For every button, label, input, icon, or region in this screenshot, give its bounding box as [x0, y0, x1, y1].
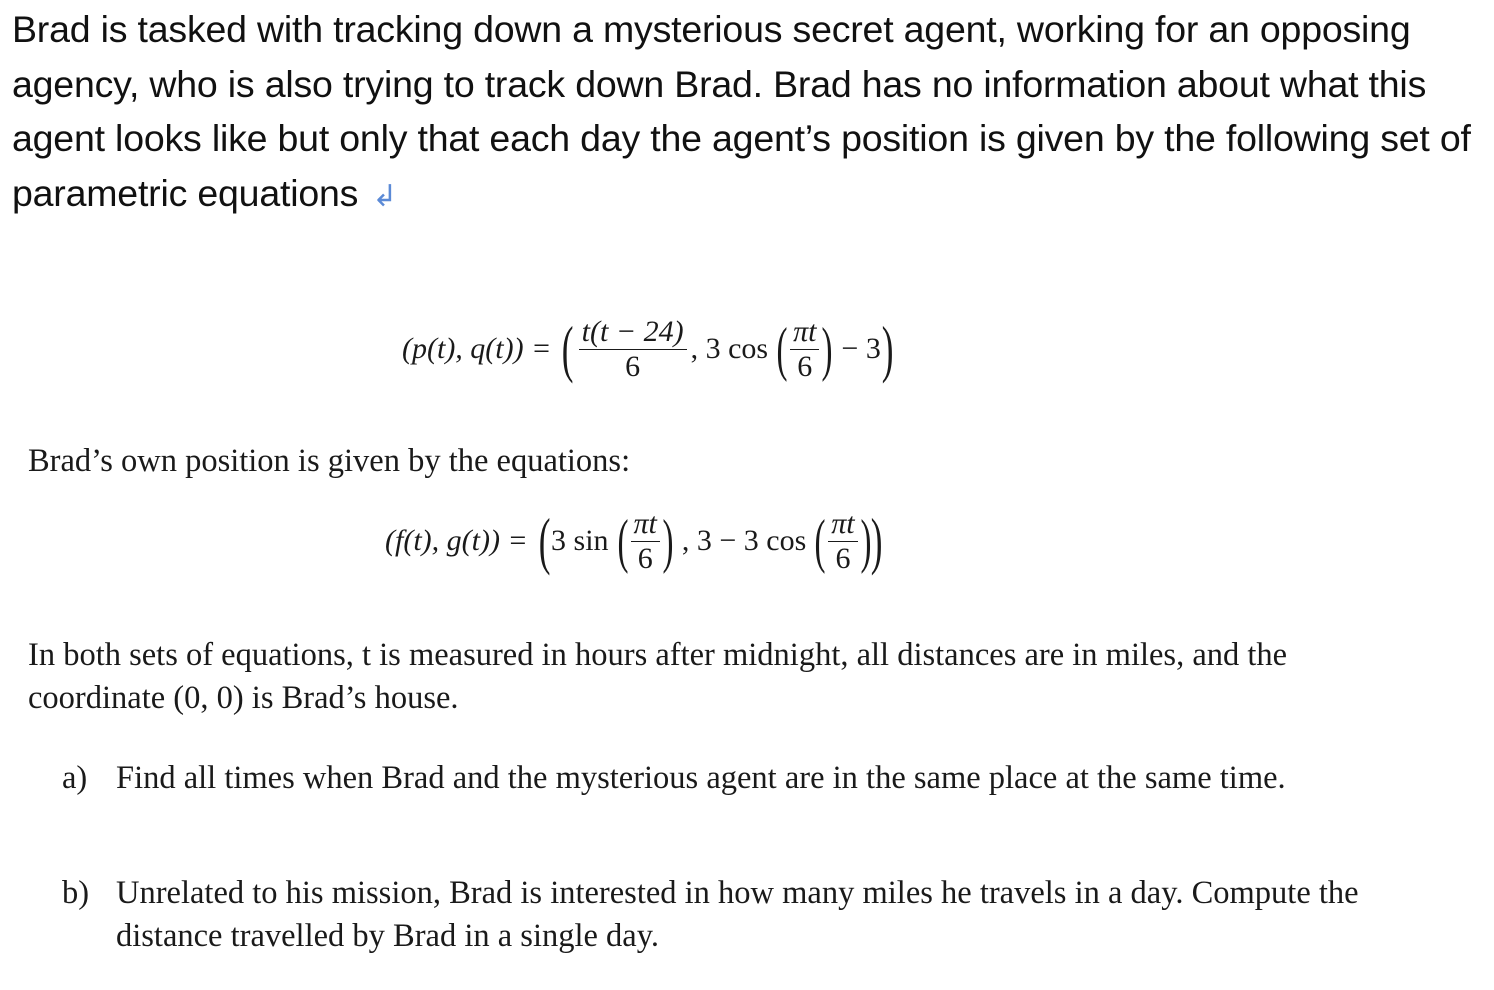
brad-equation-lhs: (f(t), g(t)) = [385, 524, 528, 557]
brad-fraction-2 [828, 508, 857, 574]
paragraph-return-icon: ↲ [372, 179, 398, 213]
agent-fraction-1-denominator: 6 [625, 349, 641, 383]
agent-fraction-2-numerator: πt [790, 316, 819, 350]
open-paren: ( [617, 508, 629, 574]
brad-position-intro: Brad’s own position is given by the equations: [28, 443, 631, 479]
open-paren: ( [776, 316, 788, 382]
agent-fraction-2 [790, 316, 819, 382]
question-a-text: Find all times when Brad and the mysterious agent are in the same place at the same time. [116, 760, 1286, 796]
brad-fraction-2-denominator: 6 [835, 541, 851, 575]
question-a-label: a) [62, 760, 88, 796]
open-paren: ( [538, 505, 551, 576]
agent-equation-lhs: (p(t), q(t)) = [402, 332, 552, 365]
intro-text: Brad is tasked with tracking down a mysterious secret agent, working for an opposing agency, who is also trying to track down Brad. Brad has no information about what this agent looks like but only that each day the agent’s position is given by the following set of parametric equations [12, 8, 1471, 214]
open-paren: ( [814, 508, 826, 574]
agent-fraction-2-denominator: 6 [797, 349, 813, 383]
question-b-text: Unrelated to his mission, Brad is interested in how many miles he travels in a day. Compute the distance travelled by Brad in a single day. [116, 875, 1359, 954]
question-b [62, 872, 1422, 958]
close-paren: ) [662, 508, 674, 574]
conditions-paragraph: In both sets of equations, t is measured in hours after midnight, all distances are in miles, and the coordinate (0, 0) is Brad’s house. [28, 637, 1288, 716]
open-paren: ( [562, 313, 574, 384]
close-paren: ) [870, 505, 883, 576]
agent-fraction-1-numerator: t(t − 24) [579, 316, 687, 350]
agent-position-equation [402, 313, 894, 384]
brad-fraction-1 [631, 508, 660, 574]
close-paren: ) [860, 508, 872, 574]
problem-intro [12, 2, 1482, 224]
question-b-label: b) [62, 875, 90, 911]
agent-fraction-1 [579, 316, 687, 382]
brad-fraction-1-numerator: πt [631, 508, 660, 542]
close-paren: ) [881, 313, 894, 384]
close-paren: ) [821, 316, 833, 382]
brad-position-equation [385, 505, 883, 576]
brad-equation-middle: , 3 − 3 cos [681, 524, 807, 557]
agent-equation-tail: − 3 [841, 332, 881, 365]
brad-sin-coefficient: 3 sin [551, 524, 609, 557]
brad-fraction-2-numerator: πt [828, 508, 857, 542]
question-a [62, 757, 1422, 800]
agent-cos-coefficient: , 3 cos [690, 332, 769, 365]
brad-fraction-1-denominator: 6 [637, 541, 653, 575]
